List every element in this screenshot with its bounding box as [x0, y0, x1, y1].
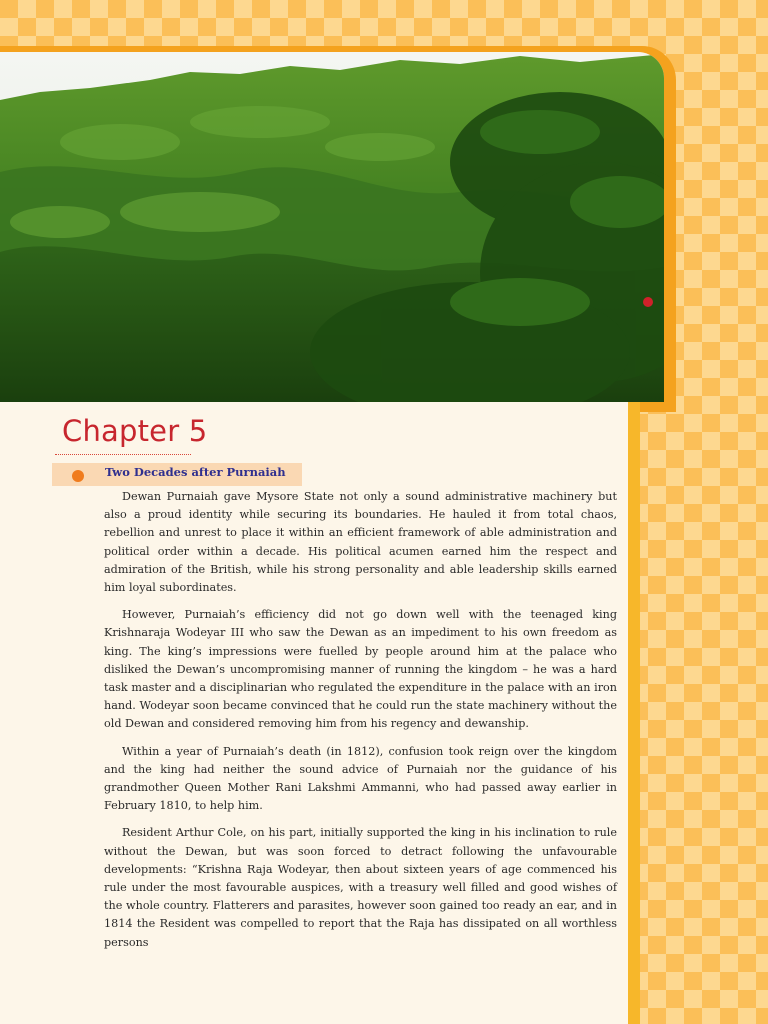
section-heading: Two Decades after Purnaiah: [105, 465, 286, 479]
paragraph: Dewan Purnaiah gave Mysore State not only a sound administrative machinery but also a proud identity while securing its boundaries. He hauled it from total chaos, rebellion and unrest to place it within an efficient framework of able administration and political order within a decade. His political acumen earned him the respect and admiration of the British, while his strong personality and able leadership skills earned him loyal subordinates.: [104, 490, 617, 595]
chapter-title: Chapter 5: [62, 414, 208, 448]
margin-rule: [628, 402, 640, 1024]
checkered-border: [0, 0, 768, 46]
title-underline: [55, 454, 191, 455]
paragraph: Resident Arthur Cole, on his part, initially supported the king in his inclination to rule without the Dewan, but was soon forced to detract following the unfavourable developments: “Krishna Raja Wodeyar, then about sixteen years of age commenced his rule under the most favourable auspices, with a treasury well filled and good wishes of the whole country. Flatterers and parasites, however soon gained too ready an ear, and in 1814 the Resident was compelled to report that the Raja has dissipated on all worthless persons: [104, 826, 617, 949]
bullet-dot-icon: [72, 470, 84, 482]
paragraph: However, Purnaiah’s efficiency did not go down well with the teenaged king Krishnaraja Wodeyar III who saw the Dewan as an impediment to his own freedom as king. The king’s impressions were fuelled by people around him at the palace who disliked the Dewan’s uncompromising manner of running the kingdom – he was a hard task master and a disciplinarian who regulated the expenditure in the palace with an iron hand. Wodeyar soon became convinced that he could run the state machinery without the old Dewan and considered removing him from his regency and dewanship.: [104, 608, 617, 731]
landscape-photo: [0, 52, 664, 402]
paragraph: Within a year of Purnaiah’s death (in 1812), confusion took reign over the kingdom and the king had neither the sound advice of Purnaiah nor the guidance of his grandmother Queen Mother Rani Lakshmi Ammanni, who had passed away earlier in February 1810, to help him.: [104, 744, 617, 813]
body-text: [104, 488, 617, 961]
